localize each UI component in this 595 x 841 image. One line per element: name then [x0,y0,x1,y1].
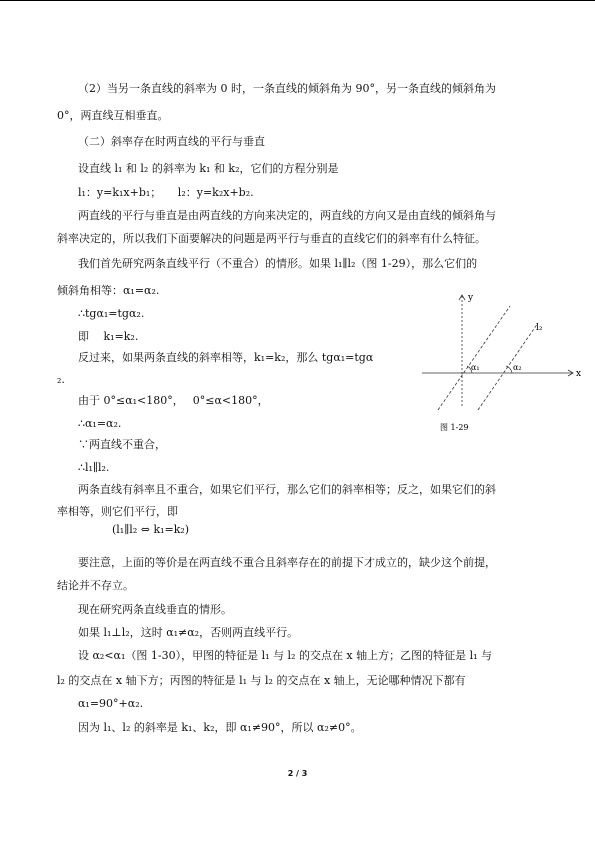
figure-caption: 图 1-29 [440,423,469,432]
para-line-15: ∴α₁=α₂. [78,417,122,430]
figure-1-29 [420,286,585,434]
top-border [0,0,595,1]
para-line-2: 0°，两直线互相垂直。 [57,109,169,122]
equivalence-formula: (l₁∥l₂ ⇔ k₁=k₂) [112,523,190,536]
para-line-23: 如果 l₁⊥l₂，这时 α₁≠α₂，否则两直线平行。 [78,626,299,639]
para-line-26: α₁=90°+α₂. [78,697,144,710]
equations-line: l₁：y=k₁x+b₁； l₂：y=k₂x+b₂. [78,186,254,199]
para-line-6: 两直线的平行与垂直是由两直线的方向来决定的，两直线的方向又是由直线的倾斜角与 [78,209,496,222]
para-line-4: 设直线 l₁ 和 l₂ 的斜率为 k₁ 和 k₂，它们的方程分别是 [78,162,339,175]
line-l2-label: l₂ [536,323,543,333]
alpha1-label: α₁ [471,363,480,372]
y-axis-label: y [468,293,474,303]
para-line-8: 我们首先研究两条直线平行（不重合）的情形。如果 l₁∥l₂（图 1-29），那么它们的 [78,257,478,270]
para-line-20: 要注意，上面的等价是在两直线不重合且斜率存在的前提下才成立的，缺少这个前提， [78,556,496,569]
para-line-17: ∴l₁∥l₂. [78,461,110,474]
para-line-1: （2）当另一条直线的斜率为 0 时，一条直线的倾斜角为 90°，另一条直线的倾斜角为 [78,82,496,95]
para-line-25: l₂ 的交点在 x 轴下方；丙图的特征是 l₁ 与 l₂ 的交点在 x 轴上，无论哪种情况下都有 [57,674,466,687]
para-line-22: 现在研究两条直线垂直的情形。 [78,603,232,616]
page-number: 2 / 3 [287,769,308,778]
para-line-16: ∵两直线不重合， [78,438,166,451]
para-line-27: 因为 l₁、l₂ 的斜率是 k₁、k₂，即 α₁≠90°，所以 α₂≠0°。 [78,721,362,734]
para-line-9: 倾斜角相等：α₁=α₂. [57,284,160,297]
para-line-21: 结论并不存立。 [57,579,134,592]
para-line-19: 率相等，则它们平行，即 [57,505,178,518]
para-line-7: 斜率决定的，所以我们下面要解决的问题是两平行与垂直的直线它们的斜率有什么特征。 [57,232,486,245]
para-line-11: 即 k₁=k₂. [78,330,139,343]
alpha2-label: α₂ [513,363,522,372]
para-line-24: 设 α₂<α₁（图 1-30），甲图的特征是 l₁ 与 l₂ 的交点在 x 轴上方；乙图的特征是 l₁ 与 [78,649,493,662]
para-line-12: 反过来，如果两条直线的斜率相等，k₁=k₂，那么 tgα₁=tgα [78,351,374,364]
x-axis-label: x [576,369,582,379]
alpha2-arc [506,366,512,373]
para-line-18: 两条直线有斜率且不重合，如果它们平行，那么它们的斜率相等；反之，如果它们的斜 [78,483,496,496]
line-l1 [438,306,510,410]
para-line-10: ∴tgα₁=tgα₂. [78,307,145,320]
para-line-14: 由于 0°≤α₁<180°， 0°≤α<180°， [78,394,269,407]
para-line-13: ₂. [57,373,65,386]
section-heading: （二）斜率存在时两直线的平行与垂直 [78,135,265,148]
